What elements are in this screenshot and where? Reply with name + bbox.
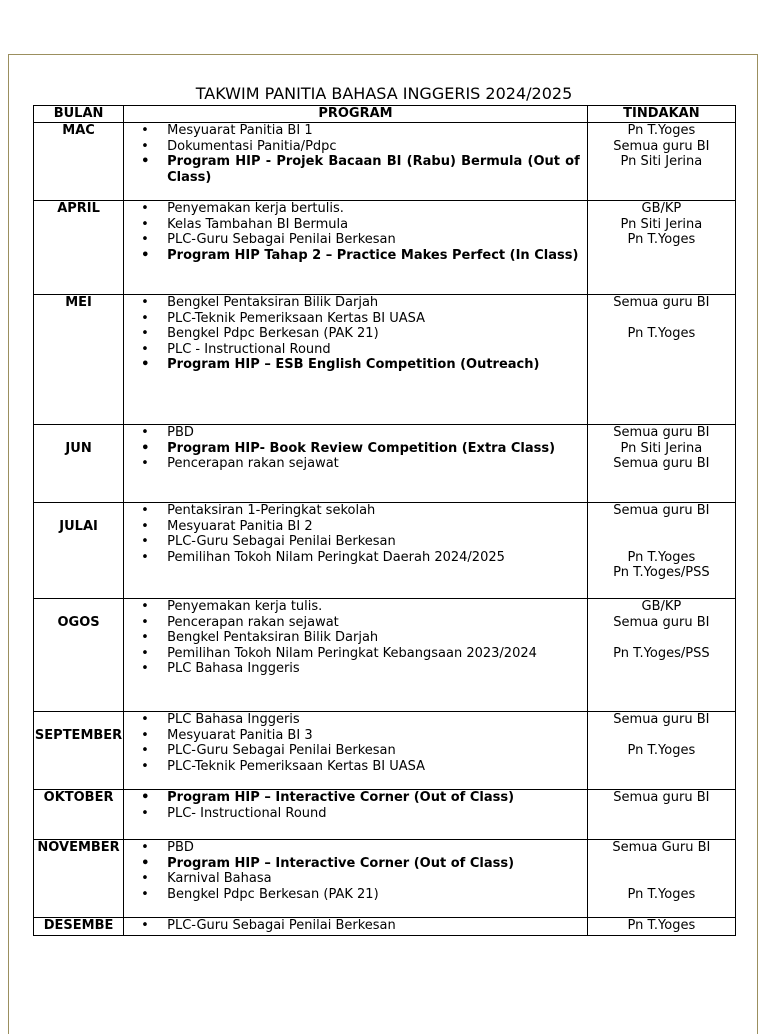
tindakan-cell [587,295,735,425]
table-row [34,201,736,295]
tindakan-person: Pn T.Yoges [627,886,696,902]
tindakan-cell [587,918,735,936]
document-title: TAKWIM PANITIA BAHASA INGGERIS 2024/2025 [195,84,573,103]
program-item: • Pemilihan Tokoh Nilam Peringkat Kebangsaan 2023/2024 [124,646,580,662]
program-item: • Mesyuarat Panitia BI 2 [124,519,580,535]
program-cell [124,425,588,503]
tindakan-person: Semua guru BI [613,790,710,805]
tindakan-person: GB/KP [641,599,682,614]
program-item: • Mesyuarat Panitia BI 3 [124,728,580,744]
program-list [124,918,587,934]
month-cell: MEI [34,295,124,425]
tindakan-cell [587,790,735,840]
program-item: • PLC-Guru Sebagai Penilai Berkesan [124,232,580,248]
program-item: • Kelas Tambahan BI Bermula [124,217,580,233]
program-cell [124,503,588,599]
tindakan-person: Pn T.Yoges [627,123,696,138]
program-item: • PLC-Teknik Pemeriksaan Kertas BI UASA [124,759,580,775]
month-cell: NOVEMBER [34,840,124,918]
program-item: • Program HIP – Interactive Corner (Out of Class) [124,856,580,872]
tindakan-cell [587,425,735,503]
program-item: • Dokumentasi Panitia/Pdpc [124,139,580,155]
program-item: • PLC Bahasa Inggeris [124,712,580,728]
program-item: • Program HIP Tahap 2 – Practice Makes Perfect (In Class) [124,248,580,264]
program-item: • Pencerapan rakan sejawat [124,456,580,472]
tindakan-person: Pn Siti Jerina [620,440,703,456]
program-list [124,425,587,472]
program-cell [124,599,588,712]
program-item: • Program HIP – Interactive Corner (Out of Class) [124,790,580,806]
program-item: • Program HIP - Projek Bacaan BI (Rabu) Bermula (Out of Class) [124,154,580,185]
tindakan-person: Semua guru BI [613,503,710,518]
program-list [124,790,587,821]
table-row [34,425,736,503]
program-item: • Bengkel Pdpc Berkesan (PAK 21) [124,887,580,903]
table-row [34,712,736,790]
table-header-row [34,106,736,123]
program-item: • Program HIP- Book Review Competition (Extra Class) [124,441,580,457]
program-cell [124,840,588,918]
header-program: PROGRAM [124,106,588,123]
program-cell [124,790,588,840]
tindakan-person: Pn Siti Jerina [620,216,703,232]
tindakan-person: Semua guru BI [613,456,710,471]
program-cell [124,201,588,295]
table-row [34,790,736,840]
tindakan-cell [587,123,735,201]
tindakan-person: Pn T.Yoges [627,232,696,247]
tindakan-person: Semua guru BI [613,614,710,630]
program-item: • PBD [124,840,580,856]
month-cell: DESEMBE [34,918,124,936]
table-row [34,599,736,712]
program-cell [124,123,588,201]
tindakan-spacer [588,856,735,872]
header-tindakan: TINDAKAN [587,106,735,123]
takwim-table [33,105,736,936]
tindakan-person: Pn T.Yoges [627,743,696,758]
tindakan-spacer [588,519,735,535]
tindakan-cell [587,840,735,918]
program-item: • Bengkel Pentaksiran Bilik Darjah [124,295,580,311]
tindakan-person: Pn T.Yoges [627,549,696,565]
tindakan-spacer [588,534,735,550]
tindakan-cell [587,599,735,712]
tindakan-person: Semua guru BI [613,295,710,310]
tindakan-cell [587,201,735,295]
program-item: • Program HIP – ESB English Competition (Outreach) [124,357,580,373]
program-cell [124,918,588,936]
tindakan-person: Semua guru BI [613,425,710,440]
month-cell: OGOS [34,599,124,712]
program-item: • Pemilihan Tokoh Nilam Peringkat Daerah 2024/2025 [124,550,580,566]
program-list [124,712,587,774]
program-item: • PLC- Instructional Round [124,806,580,822]
month-cell: JULAI [34,503,124,599]
table-row [34,295,736,425]
tindakan-cell [587,712,735,790]
program-list [124,201,587,263]
program-item: • Pencerapan rakan sejawat [124,615,580,631]
tindakan-person: Pn T.Yoges/PSS [613,645,710,661]
program-item: • Pentaksiran 1-Peringkat sekolah [124,503,580,519]
tindakan-person: Semua guru BI [613,712,710,727]
table-body [34,123,736,936]
program-item: • Mesyuarat Panitia BI 1 [124,123,580,139]
program-item: • PLC-Guru Sebagai Penilai Berkesan [124,534,580,550]
program-list [124,123,587,185]
tindakan-spacer [588,728,735,744]
month-cell: SEPTEMBER [34,712,124,790]
month-cell: OKTOBER [34,790,124,840]
program-cell [124,712,588,790]
program-item: • PBD [124,425,580,441]
tindakan-person: Pn T.Yoges [627,326,696,341]
tindakan-cell [587,503,735,599]
program-item: • PLC Bahasa Inggeris [124,661,580,677]
program-list [124,840,587,902]
program-item: • PLC-Teknik Pemeriksaan Kertas BI UASA [124,311,580,327]
month-cell: MAC [34,123,124,201]
month-cell: APRIL [34,201,124,295]
program-item: • Bengkel Pdpc Berkesan (PAK 21) [124,326,580,342]
tindakan-spacer [588,871,735,887]
program-item: • PLC - Instructional Round [124,342,580,358]
program-item: • PLC-Guru Sebagai Penilai Berkesan [124,918,580,934]
program-item: • PLC-Guru Sebagai Penilai Berkesan [124,743,580,759]
program-list [124,599,587,677]
table-row [34,123,736,201]
program-list [124,503,587,565]
tindakan-person: Semua Guru BI [612,840,711,855]
tindakan-spacer [588,630,735,646]
table-row [34,840,736,918]
tindakan-spacer [588,311,735,327]
program-cell [124,295,588,425]
tindakan-person: Pn Siti Jerina [620,154,703,169]
table-row [34,503,736,599]
table-row [34,918,736,936]
tindakan-person: GB/KP [641,201,682,216]
program-item: • Penyemakan kerja tulis. [124,599,580,615]
program-item: • Penyemakan kerja bertulis. [124,201,580,217]
header-bulan: BULAN [34,106,124,123]
month-cell: JUN [34,425,124,503]
program-list [124,295,587,373]
program-item: • Bengkel Pentaksiran Bilik Darjah [124,630,580,646]
tindakan-person: Semua guru BI [613,138,710,154]
tindakan-person: Pn T.Yoges/PSS [613,565,710,580]
program-item: • Karnival Bahasa [124,871,580,887]
tindakan-person: Pn T.Yoges [627,918,696,933]
